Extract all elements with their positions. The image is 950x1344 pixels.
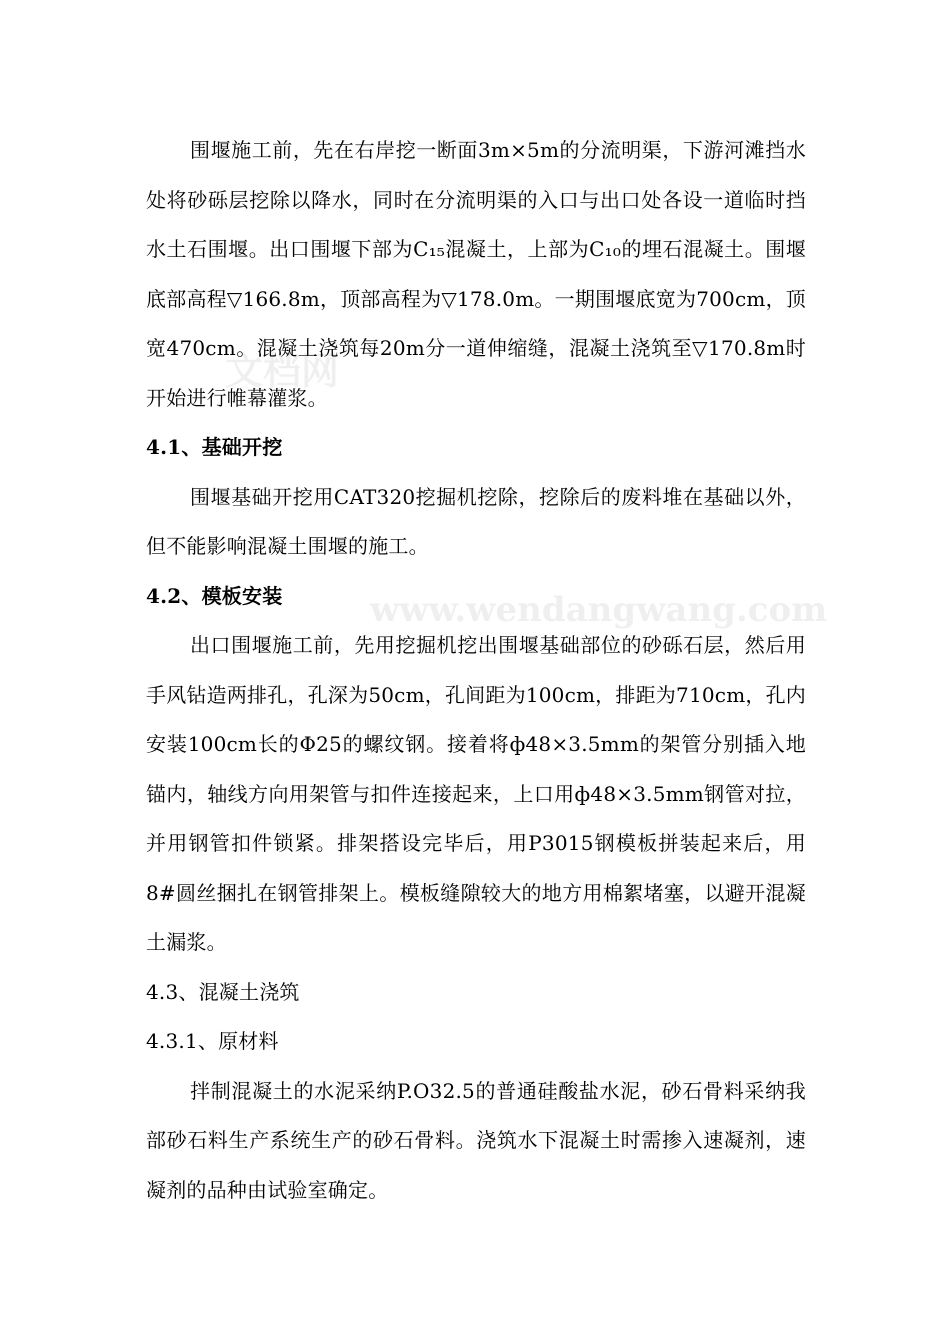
heading-4-3: 4.3、混凝土浇筑 [146,979,300,1004]
paragraph-raw-materials: 拌制混凝土的水泥采纳P.O32.5的普通硅酸盐水泥，砂石骨料采纳我部砂石料生产系统生产的砂石骨料。浇筑水下混凝土时需掺入速凝剂，速凝剂的品种由试验室确定。 [146,1078,806,1202]
document-body [146,126,806,1215]
watermark-logo: 文档网 [225,348,340,393]
heading-4-1: 4.1、基础开挖 [146,435,283,459]
heading-4-3-1: 4.3.1、原材料 [146,1029,279,1053]
heading-4-2: 4.2、模板安装 [146,583,283,608]
watermark-url: www.wendangwang.com [370,590,828,630]
paragraph-foundation-excavation: 围堰基础开挖用CAT320挖掘机挖除，挖除后的废料堆在基础以外，但不能影响混凝土围堰的施工。 [146,484,806,558]
paragraph-formwork-installation: 出口围堰施工前，先用挖掘机挖出围堰基础部位的砂砾石层，然后用手风钻造两排孔，孔深为50cm，孔间距为100cm，排距为710cm，孔内安装100cm长的Φ25的螺纹钢。接着将ф48×3.5mm的架管分别插入地锚内，轴线方向用架管与扣件连接起来，上口用ф48×3.5mm钢管对拉，并用钢管扣件锁紧。排架搭设完毕后，用P3015钢模板拼装起来后，用8#圆丝捆扎在钢管排架上。模板缝隙较大的地方用棉絮堵塞，以避开混凝土漏浆。 [146,633,806,954]
paragraph-cofferdam-intro: 围堰施工前，先在右岸挖一断面3m×5m的分流明渠，下游河滩挡水处将砂砾层挖除以降水，同时在分流明渠的入口与出口处各设一道临时挡水土石围堰。出口围堰下部为C₁₅混凝土，上部为C₁₀的埋石混凝土。围堰底部高程▽166.8m，顶部高程为▽178.0m。一期围堰底宽为700cm，顶宽470cm。混凝土浇筑每20m分一道伸缩缝，混凝土浇筑至▽170.8m时开始进行帷幕灌浆。 [146,138,806,410]
